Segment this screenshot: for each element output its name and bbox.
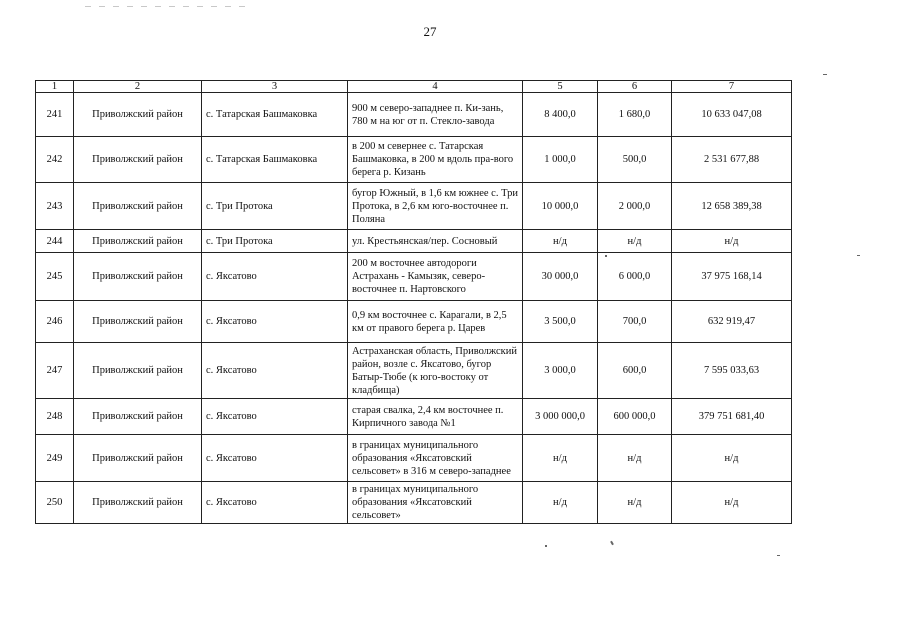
district-cell: Приволжский район <box>74 230 202 253</box>
district-cell: Приволжский район <box>74 137 202 183</box>
location-cell: бугор Южный, в 1,6 км южнее с. Три Протока, в 2,6 км юго-восточнее п. Поляна <box>348 183 523 230</box>
column-5-cell: н/д <box>523 482 598 524</box>
column-5-cell: 3 000 000,0 <box>523 399 598 435</box>
scan-speck <box>605 255 607 257</box>
column-6-cell: н/д <box>598 435 672 482</box>
scan-speck <box>823 74 827 75</box>
location-cell: 200 м восточнее автодороги Астрахань - Камызяк, северо-восточнее п. Нартовского <box>348 253 523 301</box>
column-6-cell: 1 680,0 <box>598 93 672 137</box>
table-row <box>36 435 792 482</box>
column-6-cell: н/д <box>598 482 672 524</box>
table-row <box>36 183 792 230</box>
district-cell: Приволжский район <box>74 435 202 482</box>
row-number: 244 <box>36 230 74 253</box>
column-7-cell: 37 975 168,14 <box>672 253 792 301</box>
location-cell: Астраханская область, Приволжский район, возле с. Яксатово, бугор Батыр-Тюбе (к юго-востоку от кладбища) <box>348 343 523 399</box>
column-5-cell: 3 000,0 <box>523 343 598 399</box>
row-number: 241 <box>36 93 74 137</box>
column-6-cell: 600 000,0 <box>598 399 672 435</box>
page-number: 27 <box>423 24 437 39</box>
column-6-cell: 2 000,0 <box>598 183 672 230</box>
column-5-cell: 30 000,0 <box>523 253 598 301</box>
column-5-cell: 3 500,0 <box>523 301 598 343</box>
column-5-cell: н/д <box>523 230 598 253</box>
location-cell: ул. Крестьянская/пер. Сосновый <box>348 230 523 253</box>
location-cell: старая свалка, 2,4 км восточнее п. Кирпичного завода №1 <box>348 399 523 435</box>
location-cell: в 200 м севернее с. Татарская Башмаковка, в 200 м вдоль пра-вого берега р. Кизань <box>348 137 523 183</box>
settlement-cell: с. Татарская Башмаковка <box>202 93 348 137</box>
district-cell: Приволжский район <box>74 343 202 399</box>
table-row <box>36 343 792 399</box>
district-cell: Приволжский район <box>74 301 202 343</box>
settlement-cell: с. Яксатово <box>202 435 348 482</box>
column-5-cell: 8 400,0 <box>523 93 598 137</box>
column-number: 6 <box>598 81 672 93</box>
row-number: 250 <box>36 482 74 524</box>
column-6-cell: 500,0 <box>598 137 672 183</box>
column-number: 5 <box>523 81 598 93</box>
table-row <box>36 137 792 183</box>
column-5-cell: 1 000,0 <box>523 137 598 183</box>
column-6-cell: н/д <box>598 230 672 253</box>
settlement-cell: с. Яксатово <box>202 399 348 435</box>
settlement-cell: с. Яксатово <box>202 301 348 343</box>
district-cell: Приволжский район <box>74 399 202 435</box>
scan-speck <box>777 555 780 556</box>
column-7-cell: 632 919,47 <box>672 301 792 343</box>
column-7-cell: 12 658 389,38 <box>672 183 792 230</box>
location-cell: в границах муниципального образования «Яксатовский сельсовет» <box>348 482 523 524</box>
district-cell: Приволжский район <box>74 482 202 524</box>
row-number: 242 <box>36 137 74 183</box>
scan-speck <box>545 545 547 547</box>
column-7-cell: н/д <box>672 482 792 524</box>
district-cell: Приволжский район <box>74 253 202 301</box>
column-7-cell: н/д <box>672 230 792 253</box>
column-7-cell: 7 595 033,63 <box>672 343 792 399</box>
scan-artifact <box>85 6 245 7</box>
settlement-cell: с. Три Протока <box>202 230 348 253</box>
column-number: 4 <box>348 81 523 93</box>
row-number: 243 <box>36 183 74 230</box>
settlement-cell: с. Три Протока <box>202 183 348 230</box>
location-cell: 0,9 км восточнее с. Карагали, в 2,5 км от правого берега р. Царев <box>348 301 523 343</box>
table-row <box>36 399 792 435</box>
row-number: 247 <box>36 343 74 399</box>
column-number: 7 <box>672 81 792 93</box>
column-5-cell: 10 000,0 <box>523 183 598 230</box>
column-6-cell: 6 000,0 <box>598 253 672 301</box>
column-6-cell: 600,0 <box>598 343 672 399</box>
column-6-cell: 700,0 <box>598 301 672 343</box>
scan-speck <box>610 541 614 545</box>
settlement-cell: с. Яксатово <box>202 343 348 399</box>
location-cell: 900 м северо-западнее п. Ки-зань, 780 м на юг от п. Стекло-завода <box>348 93 523 137</box>
table-row <box>36 230 792 253</box>
column-7-cell: 379 751 681,40 <box>672 399 792 435</box>
settlement-cell: с. Яксатово <box>202 482 348 524</box>
settlement-cell: с. Яксатово <box>202 253 348 301</box>
registry-table <box>35 80 792 524</box>
row-number: 246 <box>36 301 74 343</box>
row-number: 249 <box>36 435 74 482</box>
scan-speck <box>857 255 860 256</box>
column-5-cell: н/д <box>523 435 598 482</box>
table-row <box>36 301 792 343</box>
column-7-cell: 10 633 047,08 <box>672 93 792 137</box>
table-row <box>36 253 792 301</box>
column-number-row <box>36 81 792 93</box>
row-number: 245 <box>36 253 74 301</box>
location-cell: в границах муниципального образования «Яксатовский сельсовет» в 316 м северо-западнее <box>348 435 523 482</box>
column-7-cell: 2 531 677,88 <box>672 137 792 183</box>
table-row <box>36 482 792 524</box>
district-cell: Приволжский район <box>74 93 202 137</box>
column-number: 3 <box>202 81 348 93</box>
column-number: 2 <box>74 81 202 93</box>
column-7-cell: н/д <box>672 435 792 482</box>
table-row <box>36 93 792 137</box>
row-number: 248 <box>36 399 74 435</box>
district-cell: Приволжский район <box>74 183 202 230</box>
settlement-cell: с. Татарская Башмаковка <box>202 137 348 183</box>
column-number: 1 <box>36 81 74 93</box>
